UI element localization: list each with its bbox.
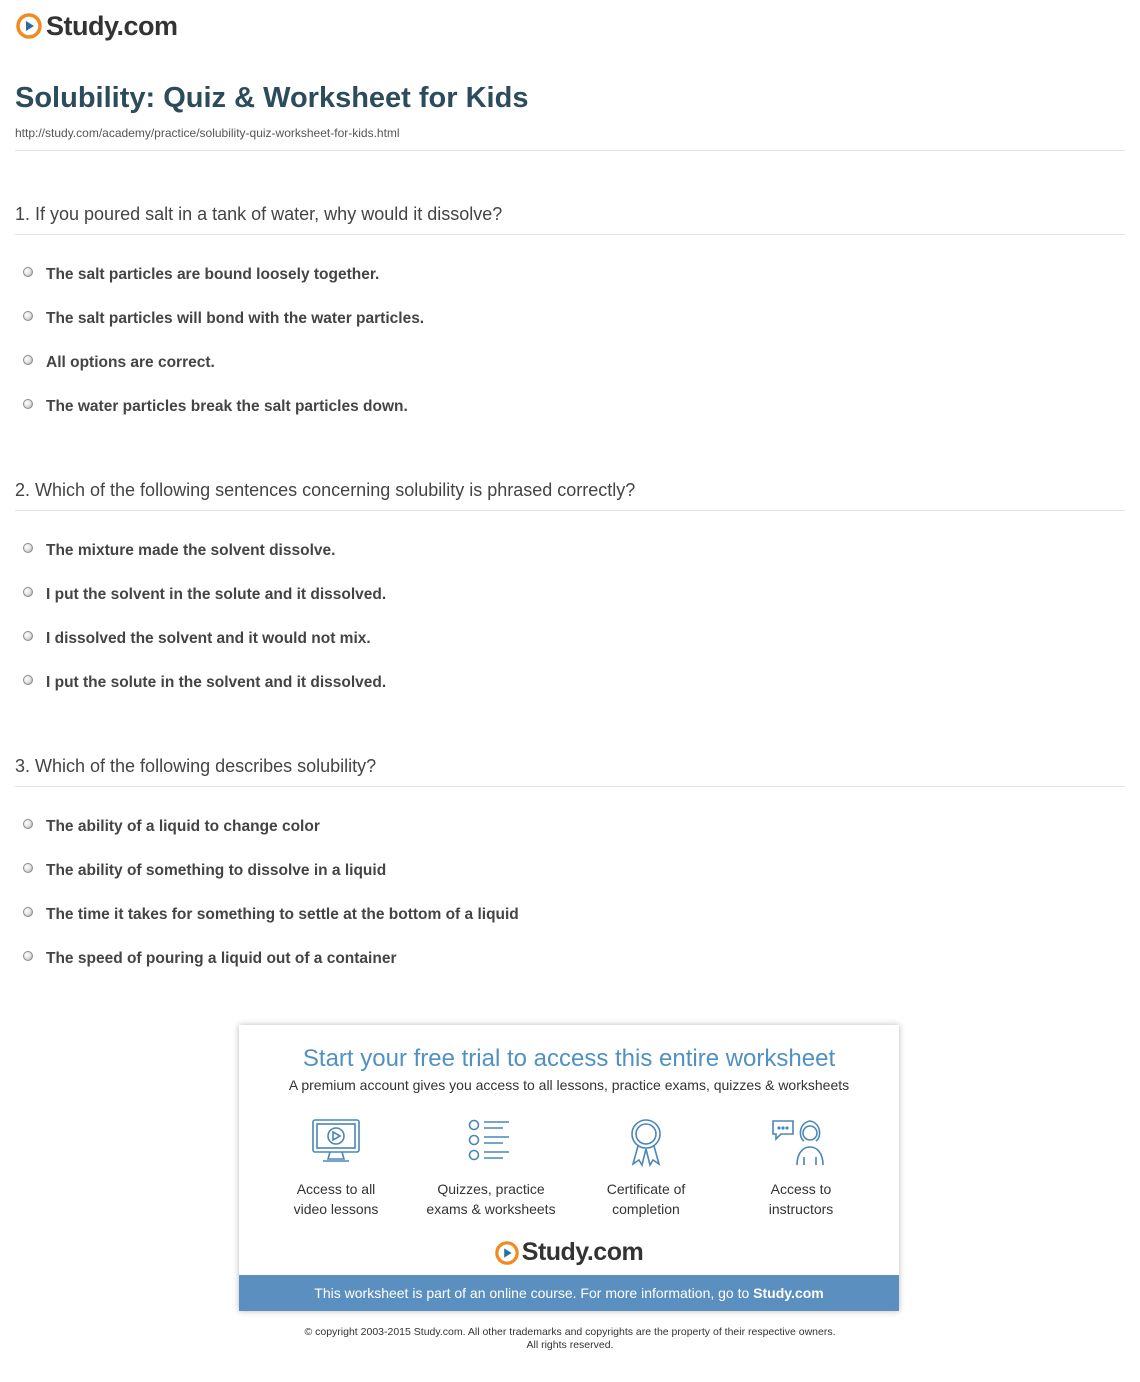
radio-icon[interactable] xyxy=(23,631,33,641)
option-label: I put the solute in the solvent and it dissolved. xyxy=(46,674,387,691)
feature-label: Access to instructors xyxy=(768,1181,834,1217)
page-title: Solubility: Quiz & Worksheet for Kids xyxy=(15,82,529,114)
option-label: The ability of something to dissolve in a liquid xyxy=(46,862,387,879)
option-label: The time it takes for something to settle at the bottom of a liquid xyxy=(46,906,519,923)
promo-study-logo[interactable] xyxy=(239,1238,899,1267)
feature-label: Access to all video lessons xyxy=(293,1181,379,1217)
course-info-bar xyxy=(239,1275,899,1311)
feature-label: Quizzes, practice exams & worksheets xyxy=(426,1181,556,1217)
option-label: The ability of a liquid to change color xyxy=(46,818,320,835)
option-label: The salt particles are bound loosely together. xyxy=(46,266,380,283)
option-label: The salt particles will bond with the water particles. xyxy=(46,310,425,327)
answer-option[interactable] xyxy=(23,540,335,562)
play-logo-icon xyxy=(495,1241,519,1265)
answer-option[interactable] xyxy=(23,816,320,838)
radio-icon[interactable] xyxy=(23,267,33,277)
answer-option[interactable] xyxy=(23,948,396,970)
certificate-icon xyxy=(620,1117,672,1167)
option-label: I put the solvent in the solute and it dissolved. xyxy=(46,586,387,603)
option-label: I dissolved the solvent and it would not mix. xyxy=(46,630,371,647)
feature-video-lessons xyxy=(256,1117,416,1219)
feature-label: Certificate of completion xyxy=(606,1181,686,1217)
header-divider xyxy=(15,150,1125,151)
promo-title[interactable]: Start your free trial to access this entire worksheet xyxy=(302,1045,836,1072)
feature-certificate xyxy=(566,1117,726,1219)
logo-text: Study.com xyxy=(46,10,178,41)
radio-icon[interactable] xyxy=(23,675,33,685)
option-label: The water particles break the salt particles down. xyxy=(46,398,408,415)
instructor-icon xyxy=(770,1117,832,1167)
radio-icon[interactable] xyxy=(23,355,33,365)
option-label: All options are correct. xyxy=(46,354,215,371)
study-link[interactable]: Study.com xyxy=(753,1285,824,1301)
free-trial-promo xyxy=(239,1025,899,1311)
copyright-footer xyxy=(0,1326,1140,1352)
answer-option[interactable] xyxy=(23,628,371,650)
promo-subtitle: A premium account gives you access to all lessons, practice exams, quizzes & worksheets xyxy=(288,1077,850,1093)
radio-icon[interactable] xyxy=(23,543,33,553)
radio-icon[interactable] xyxy=(23,819,33,829)
question-divider xyxy=(15,510,1125,511)
answer-option[interactable] xyxy=(23,396,408,418)
study-logo[interactable] xyxy=(16,10,178,42)
answer-option[interactable] xyxy=(23,904,519,926)
option-label: The speed of pouring a liquid out of a container xyxy=(46,950,397,967)
play-logo-icon xyxy=(16,13,42,39)
radio-icon[interactable] xyxy=(23,311,33,321)
radio-icon[interactable] xyxy=(23,951,33,961)
feature-instructors xyxy=(721,1117,881,1219)
answer-option[interactable] xyxy=(23,860,386,882)
question-divider xyxy=(15,234,1125,235)
feature-quizzes xyxy=(411,1117,571,1219)
rights-line: All rights reserved. xyxy=(526,1339,614,1351)
question-1: 1. If you poured salt in a tank of water, why would it dissolve? xyxy=(15,204,503,224)
question-divider xyxy=(15,786,1125,787)
question-3: 3. Which of the following describes solubility? xyxy=(15,756,377,776)
logo-text: Study.com xyxy=(521,1238,644,1266)
answer-option[interactable] xyxy=(23,584,386,606)
radio-icon[interactable] xyxy=(23,399,33,409)
question-2: 2. Which of the following sentences concerning solubility is phrased correctly? xyxy=(15,480,636,500)
radio-icon[interactable] xyxy=(23,863,33,873)
bar-text: This worksheet is part of an online course. For more information, go to xyxy=(314,1285,750,1301)
copyright-line: © copyright 2003-2015 Study.com. All other trademarks and copyrights are the property of their respective owners. xyxy=(304,1326,836,1338)
radio-icon[interactable] xyxy=(23,907,33,917)
answer-option[interactable] xyxy=(23,352,215,374)
page-url[interactable]: http://study.com/academy/practice/solubility-quiz-worksheet-for-kids.html xyxy=(15,126,400,140)
radio-icon[interactable] xyxy=(23,587,33,597)
answer-option[interactable] xyxy=(23,308,424,330)
option-label: The mixture made the solvent dissolve. xyxy=(46,542,336,559)
quiz-list-icon xyxy=(465,1117,517,1167)
video-lesson-icon xyxy=(310,1117,362,1167)
answer-option[interactable] xyxy=(23,264,379,286)
answer-option[interactable] xyxy=(23,672,386,694)
